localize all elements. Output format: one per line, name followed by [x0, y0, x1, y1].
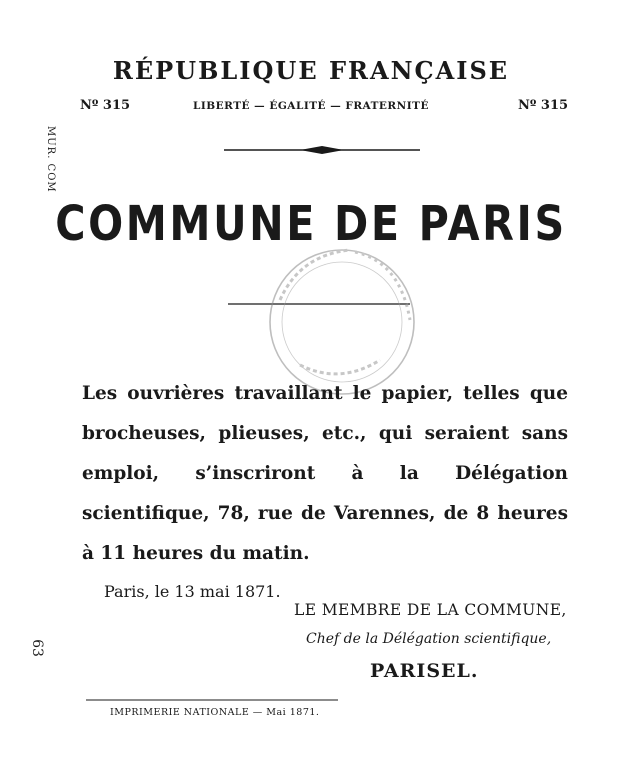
date-line: Paris, le 13 mai 1871.: [104, 582, 281, 601]
signature-title: Chef de la Délégation scientifique,: [306, 631, 552, 647]
notice-body: Les ouvrières travaillant le papier, telles que brocheuses, plieuses, etc., qui seraient sans emploi, s’inscriront à la Délégation scientifique, 78, rue de Varennes, de 8 heures à 11 heures du matin.: [82, 383, 568, 564]
archive-page-number: 63: [28, 639, 45, 657]
poster-number-right: Nº 315: [518, 98, 569, 113]
republic-title: RÉPUBLIQUE FRANÇAISE: [112, 56, 510, 85]
signature-name: PARISEL.: [370, 660, 479, 682]
signature-role: LE MEMBRE DE LA COMMUNE,: [294, 601, 567, 619]
archive-side-label: MUR. COM: [45, 126, 56, 193]
ornamental-rule: [224, 146, 420, 154]
national-motto: LIBERTÉ — ÉGALITÉ — FRATERNITÉ: [192, 100, 429, 112]
headline: COMMUNE DE PARIS: [55, 196, 567, 252]
poster-number-left: Nº 315: [80, 98, 131, 113]
library-stamp: [270, 250, 414, 394]
printer-imprint: IMPRIMERIE NATIONALE — Mai 1871.: [110, 707, 320, 718]
